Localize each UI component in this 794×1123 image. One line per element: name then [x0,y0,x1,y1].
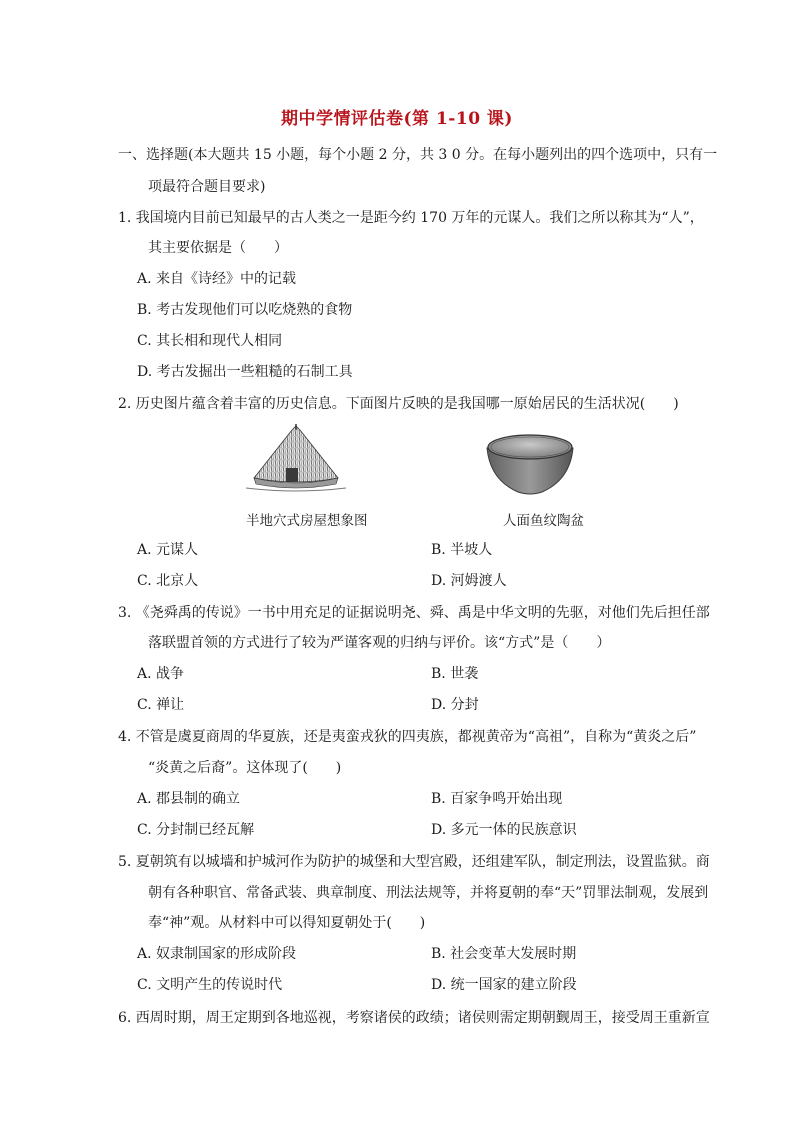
question-3-option-b: B. 世袭 [431,666,479,682]
question-4-option-b: B. 百家争鸣开始出现 [431,791,563,807]
question-2-option-c: C. 北京人 [137,573,199,589]
question-3-stem: 3. 《尧舜禹的传说》一书中用充足的证据说明尧、舜、禹是中华文明的先驱，对他们先后担任部 [118,605,710,621]
question-5-option-c: C. 文明产生的传说时代 [137,977,283,993]
question-5-option-d: D. 统一国家的建立阶段 [431,977,577,993]
pottery-bowl-illustration [484,430,576,500]
question-3-option-c: C. 禅让 [137,697,185,713]
question-2-option-b: B. 半坡人 [431,542,493,558]
question-2-option-d: D. 河姆渡人 [431,573,507,589]
question-1-option-a: A. 来自《诗经》中的记载 [137,271,297,287]
image-caption-bowl: 人面鱼纹陶盆 [503,513,584,529]
question-4-option-a: A. 郡县制的确立 [137,791,241,807]
question-3-option-d: D. 分封 [431,697,479,713]
question-3-option-a: A. 战争 [137,666,185,682]
question-5-stem: 5. 夏朝筑有以城墙和护城河作为防护的城堡和大型宫殿，还组建军队，制定刑法，设置监狱。商 [118,854,710,870]
section-heading: 一、选择题(本大题共 15 小题，每个小题 2 分，共 3 0 分。在每小题列出的四个选项中，只有一 [118,147,718,163]
question-2-option-a: A. 元谋人 [137,542,199,558]
question-4-option-d: D. 多元一体的民族意识 [431,822,577,838]
pit-house-illustration [246,424,346,492]
question-3-stem-cont: 落联盟首领的方式进行了较为严谨客观的归纳与评价。该“方式”是（ ） [148,635,611,651]
question-5-stem-cont-2: 奉“神”观。从材料中可以得知夏朝处于( ) [148,915,426,931]
question-6-stem: 6. 西周时期，周王定期到各地巡视，考察诸侯的政绩；诸侯则需定期朝觐周王，接受周王重新宣 [118,1010,710,1026]
section-heading-cont: 项最符合题目要求) [148,179,266,195]
question-2-stem: 2. 历史图片蕴含着丰富的历史信息。下面图片反映的是我国哪一原始居民的生活状况( ) [118,396,679,412]
question-4-stem: 4. 不管是虞夏商周的华夏族，还是夷蛮戎狄的四夷族，都视黄帝为“高祖”，自称为“黄炎之后” [118,729,697,745]
question-1-stem-cont: 其主要依据是（ ） [148,240,288,256]
question-5-option-b: B. 社会变革大发展时期 [431,946,577,962]
question-5-stem-cont-1: 朝有各种职官、常备武装、典章制度、刑法法规等，并将夏朝的奉“天”罚罪法制观，发展到 [148,885,709,901]
question-5-option-a: A. 奴隶制国家的形成阶段 [137,946,297,962]
question-1-option-b: B. 考古发现他们可以吃烧熟的食物 [137,302,353,318]
question-1-option-d: D. 考古发掘出一些粗糙的石制工具 [137,364,353,380]
page-title: 期中学情评估卷(第 1-10 课) [281,109,513,129]
question-4-option-c: C. 分封制已经瓦解 [137,822,255,838]
question-1-stem: 1. 我国境内目前已知最早的古人类之一是距今约 170 万年的元谋人。我们之所以称其为“人”， [118,210,704,226]
question-1-option-c: C. 其长相和现代人相同 [137,333,283,349]
question-4-stem-cont: “炎黄之后裔”。这体现了( ) [148,760,342,776]
image-caption-house: 半地穴式房屋想象图 [246,513,368,529]
